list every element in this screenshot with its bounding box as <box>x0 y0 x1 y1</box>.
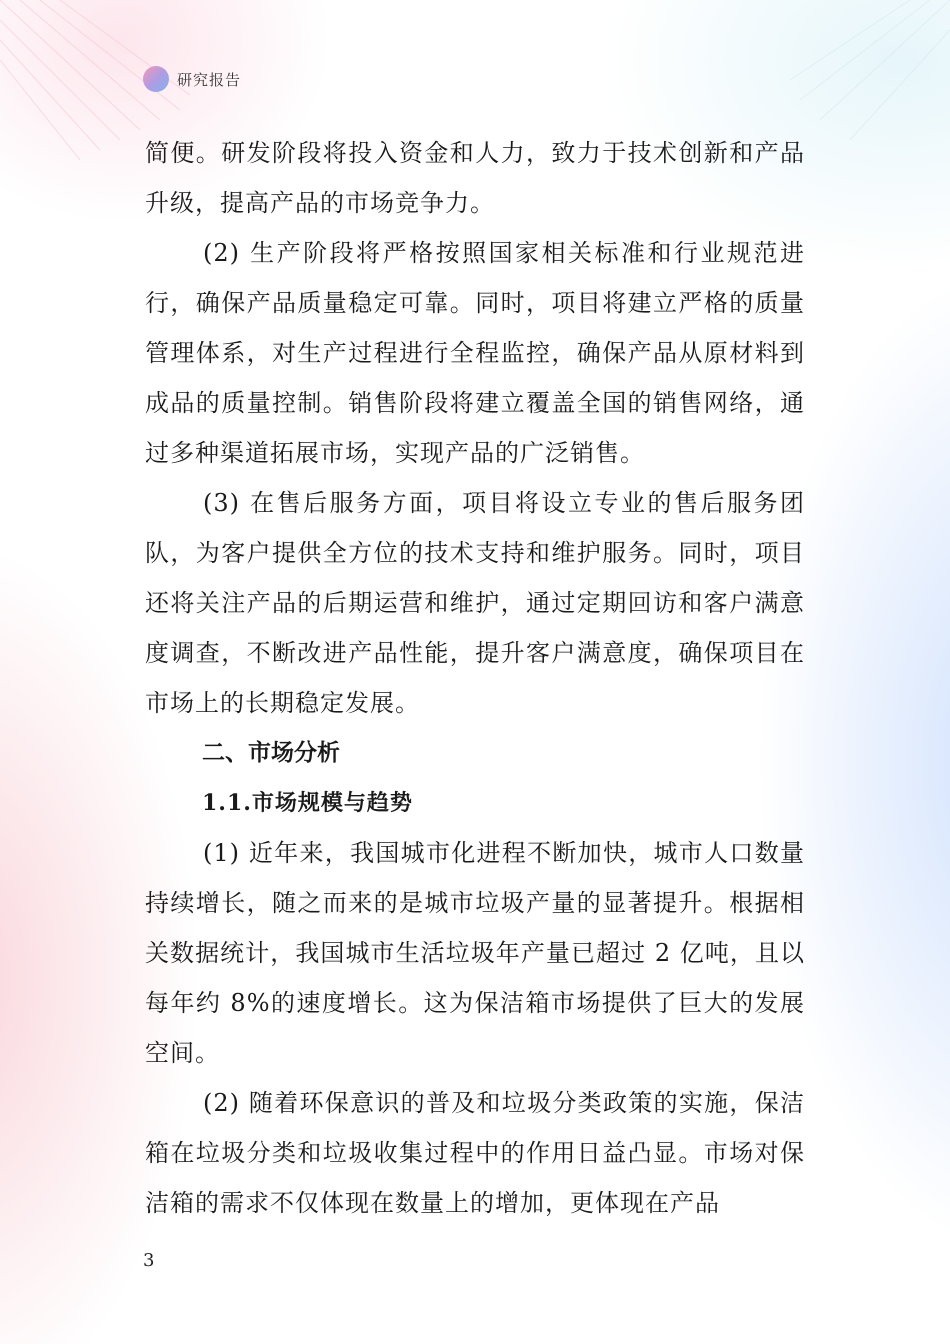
page-number: 3 <box>143 1250 155 1271</box>
report-header <box>143 66 241 92</box>
gradient-circle-logo-icon <box>143 66 169 92</box>
subsection-heading: 1.1.市场规模与趋势 <box>202 790 413 816</box>
paragraph-after-sales: (3) 在售后服务方面，项目将设立专业的售后服务团队，为客户提供全方位的技术支持和维护服务。同时，项目还将关注产品的后期运营和维护，通过定期回访和客户满意度调查，不断改进产品性能，提升客户满意度，确保项目在市场上的长期稳定发展。 <box>145 489 805 717</box>
paragraph-market-trend: (2) 随着环保意识的普及和垃圾分类政策的实施，保洁箱在垃圾分类和垃圾收集过程中的作用日益凸显。市场对保洁箱的需求不仅体现在数量上的增加，更体现在产品 <box>145 1089 805 1217</box>
paragraph-production: (2) 生产阶段将严格按照国家相关标准和行业规范进行，确保产品质量稳定可靠。同时，项目将建立严格的质量管理体系，对生产过程进行全程监控，确保产品从原材料到成品的质量控制。销售阶段将建立覆盖全国的销售网络，通过多种渠道拓展市场，实现产品的广泛销售。 <box>145 239 805 467</box>
section-heading: 二、市场分析 <box>202 740 340 766</box>
document-body <box>145 128 805 1228</box>
header-title: 研究报告 <box>177 70 242 89</box>
paragraph-continued: 简便。研发阶段将投入资金和人力，致力于技术创新和产品升级，提高产品的市场竞争力。 <box>145 139 805 217</box>
paragraph-market-size: (1) 近年来，我国城市化进程不断加快，城市人口数量持续增长，随之而来的是城市垃圾产量的显著提升。根据相关数据统计，我国城市生活垃圾年产量已超过 2 亿吨，且以每年约 8%的速度增长。这为保洁箱市场提供了巨大的发展空间。 <box>145 839 805 1067</box>
